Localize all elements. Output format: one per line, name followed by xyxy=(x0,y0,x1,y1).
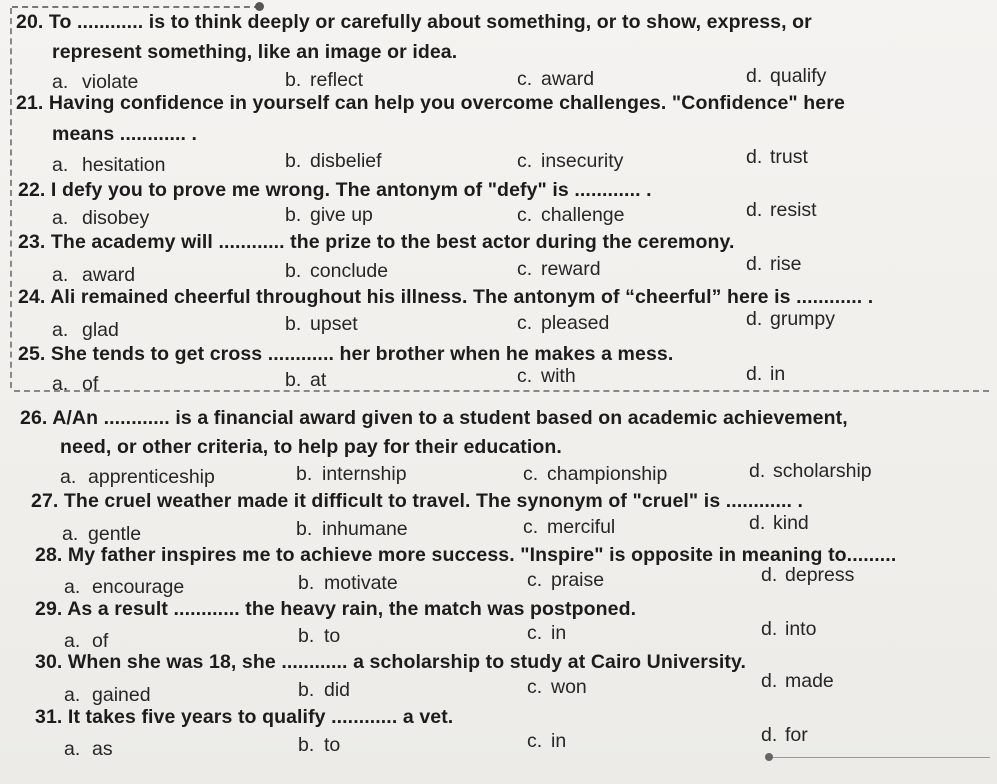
bottom-rule xyxy=(770,757,990,758)
question-21-option-a: hesitation xyxy=(82,154,166,176)
question-23-option-d: rise xyxy=(770,253,802,275)
dashed-border-top xyxy=(12,6,260,8)
question-28-option-c: praise xyxy=(551,569,605,591)
question-28-option-b: motivate xyxy=(324,572,398,594)
question-20-option-c-letter: c. xyxy=(517,68,533,90)
question-27-option-b-letter: b. xyxy=(296,518,313,540)
question-26-option-c: championship xyxy=(547,463,668,485)
question-21-option-c-letter: c. xyxy=(517,150,533,172)
question-31-line-1: 31. It takes five years to qualify ............ a vet. xyxy=(35,706,454,728)
dashed-section-divider xyxy=(14,390,989,392)
question-22-option-a: disobey xyxy=(82,207,150,229)
question-28-option-d-letter: d. xyxy=(761,564,778,586)
question-31-option-d: for xyxy=(785,724,808,746)
question-20-option-a-letter: a. xyxy=(52,71,69,93)
question-29-option-b: to xyxy=(324,625,341,647)
question-30-option-d-letter: d. xyxy=(761,670,778,692)
question-26-option-b: internship xyxy=(322,463,407,485)
question-27-option-a-letter: a. xyxy=(62,523,79,545)
question-23-option-c-letter: c. xyxy=(517,258,533,280)
question-30-option-a-letter: a. xyxy=(64,684,81,706)
question-24-option-d: grumpy xyxy=(770,308,836,330)
question-26-option-d: scholarship xyxy=(773,460,872,482)
question-27-line-1: 27. The cruel weather made it difficult to travel. The synonym of "cruel" is ............ . xyxy=(31,490,804,512)
question-21-option-b: disbelief xyxy=(310,150,382,172)
question-23-option-b: conclude xyxy=(310,260,389,282)
question-20-line-1: 20. To ............ is to think deeply or carefully about something, or to show, express, or xyxy=(16,11,812,33)
question-22-line-1: 22. I defy you to prove me wrong. The antonym of "defy" is ............ . xyxy=(18,179,652,201)
question-25-option-c-letter: c. xyxy=(517,365,533,387)
question-29-option-d-letter: d. xyxy=(761,618,778,640)
question-22-option-b: give up xyxy=(310,204,373,226)
question-29-option-b-letter: b. xyxy=(298,625,315,647)
question-21-option-c: insecurity xyxy=(541,150,624,172)
question-30-option-c: won xyxy=(551,676,587,698)
question-22-option-d-letter: d. xyxy=(746,199,763,221)
question-28-option-b-letter: b. xyxy=(298,572,315,594)
question-31-option-b-letter: b. xyxy=(298,734,315,756)
question-25-option-d-letter: d. xyxy=(746,363,763,385)
question-31-option-c: in xyxy=(551,730,567,752)
question-22-option-c: challenge xyxy=(541,204,625,226)
question-20-option-d-letter: d. xyxy=(746,65,763,87)
question-27-option-b: inhumane xyxy=(322,518,408,540)
question-30-option-b: did xyxy=(324,679,351,701)
question-29-option-c-letter: c. xyxy=(527,622,543,644)
question-29-option-a-letter: a. xyxy=(64,630,81,652)
question-26-option-a: apprenticeship xyxy=(88,466,215,488)
question-23-line-1: 23. The academy will ............ the prize to the best actor during the ceremony. xyxy=(18,231,735,253)
question-27-option-d: kind xyxy=(773,512,809,534)
question-22-option-a-letter: a. xyxy=(52,207,69,229)
question-23-option-d-letter: d. xyxy=(746,253,763,275)
question-24-option-a-letter: a. xyxy=(52,319,69,341)
question-21-option-a-letter: a. xyxy=(52,154,69,176)
question-22-option-c-letter: c. xyxy=(517,204,533,226)
question-26-option-c-letter: c. xyxy=(523,463,539,485)
question-29-option-a: of xyxy=(92,630,109,652)
question-26-option-d-letter: d. xyxy=(749,460,766,482)
question-27-option-c: merciful xyxy=(547,516,616,538)
question-23-option-a: award xyxy=(82,264,136,286)
question-22-option-b-letter: b. xyxy=(285,204,302,226)
question-27-option-a: gentle xyxy=(88,523,142,545)
question-25-option-c: with xyxy=(541,365,576,387)
question-28-line-1: 28. My father inspires me to achieve more success. "Inspire" is opposite in meaning to......... xyxy=(35,544,897,566)
question-31-option-b: to xyxy=(324,734,341,756)
question-29-option-d: into xyxy=(785,618,817,640)
question-26-option-a-letter: a. xyxy=(60,466,77,488)
question-20-option-d: qualify xyxy=(770,65,827,87)
question-28-option-c-letter: c. xyxy=(527,569,543,591)
question-29-line-1: 29. As a result ............ the heavy rain, the match was postponed. xyxy=(35,598,637,620)
question-28-option-a-letter: a. xyxy=(64,576,81,598)
question-20-option-c: award xyxy=(541,68,595,90)
question-21-option-d: trust xyxy=(770,146,808,168)
question-26-line-2: need, or other criteria, to help pay for their education. xyxy=(60,436,562,458)
question-26-line-1: 26. A/An ............ is a financial award given to a student based on academic achievement, xyxy=(20,407,848,429)
question-28-option-a: encourage xyxy=(92,576,185,598)
question-21-line-1: 21. Having confidence in yourself can help you overcome challenges. "Confidence" here xyxy=(16,92,845,114)
question-30-option-a: gained xyxy=(92,684,151,706)
question-30-line-1: 30. When she was 18, she ............ a scholarship to study at Cairo University. xyxy=(35,651,747,673)
question-21-option-b-letter: b. xyxy=(285,150,302,172)
question-31-option-a: as xyxy=(92,738,113,760)
question-25-option-d: in xyxy=(770,363,786,385)
question-25-option-a-letter: a. xyxy=(52,373,69,395)
question-25-option-a: of xyxy=(82,373,99,395)
question-20-option-a: violate xyxy=(82,71,139,93)
question-25-option-b: at xyxy=(310,369,327,391)
question-27-option-c-letter: c. xyxy=(523,516,539,538)
question-22-option-d: resist xyxy=(770,199,817,221)
question-23-option-b-letter: b. xyxy=(285,260,302,282)
question-24-option-a: glad xyxy=(82,319,119,341)
question-25-option-b-letter: b. xyxy=(285,369,302,391)
question-24-line-1: 24. Ali remained cheerful throughout his illness. The antonym of “cheerful” here is ............ . xyxy=(18,286,874,308)
question-27-option-d-letter: d. xyxy=(749,512,766,534)
question-24-option-c-letter: c. xyxy=(517,312,533,334)
question-20-option-b-letter: b. xyxy=(285,69,302,91)
dashed-border-left xyxy=(10,8,12,388)
question-30-option-c-letter: c. xyxy=(527,676,543,698)
question-23-option-c: reward xyxy=(541,258,601,280)
question-23-option-a-letter: a. xyxy=(52,264,69,286)
question-30-option-b-letter: b. xyxy=(298,679,315,701)
question-21-line-2: means ............ . xyxy=(52,123,198,145)
question-24-option-b: upset xyxy=(310,313,358,335)
question-20-option-b: reflect xyxy=(310,69,364,91)
question-24-option-c: pleased xyxy=(541,312,610,334)
question-31-option-a-letter: a. xyxy=(64,738,81,760)
question-21-option-d-letter: d. xyxy=(746,146,763,168)
question-24-option-d-letter: d. xyxy=(746,308,763,330)
question-29-option-c: in xyxy=(551,622,567,644)
question-24-option-b-letter: b. xyxy=(285,313,302,335)
question-26-option-b-letter: b. xyxy=(296,463,313,485)
question-25-line-1: 25. She tends to get cross ............ her brother when he makes a mess. xyxy=(18,343,674,365)
question-31-option-d-letter: d. xyxy=(761,724,778,746)
question-31-option-c-letter: c. xyxy=(527,730,543,752)
bottom-dot xyxy=(765,753,773,761)
question-20-line-2: represent something, like an image or idea. xyxy=(52,41,458,63)
question-30-option-d: made xyxy=(785,670,834,692)
question-28-option-d: depress xyxy=(785,564,855,586)
